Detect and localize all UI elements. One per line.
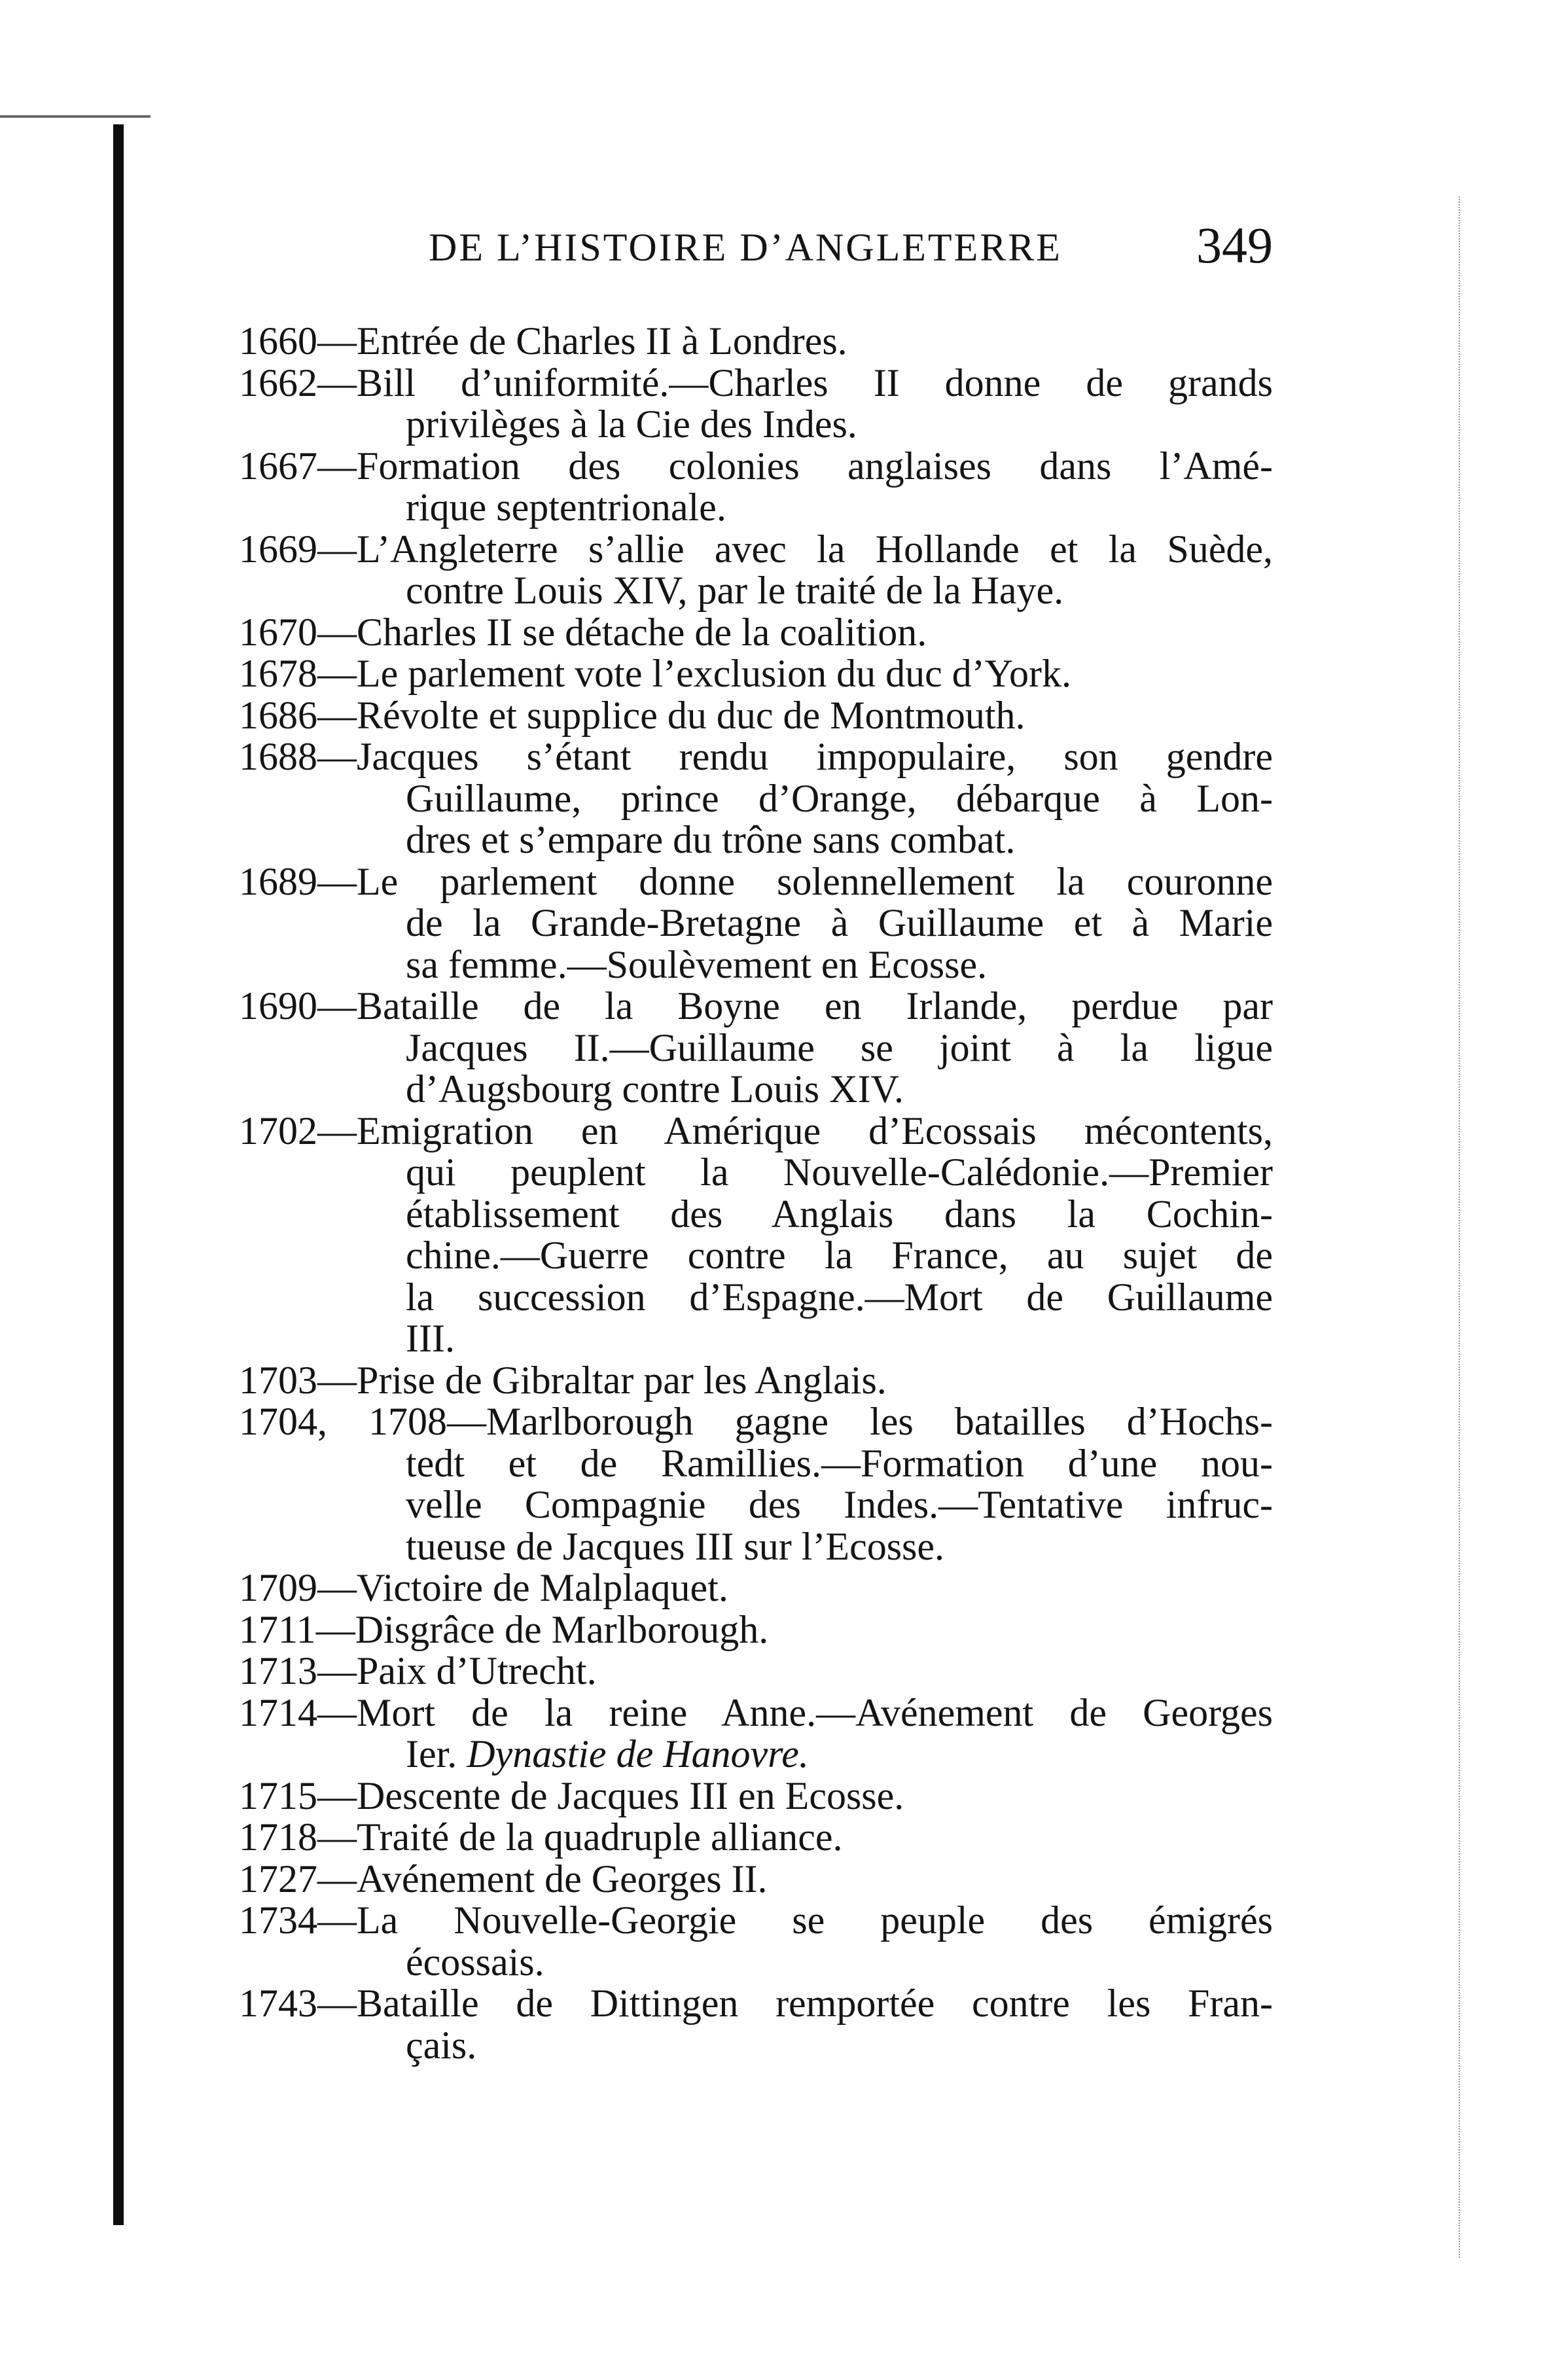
binding-edge [113, 124, 124, 2225]
entry-line: contre Louis XIV, par le traité de la Haye. [406, 569, 1064, 612]
entry-line: 1689—Le parlement donne solennellement la couronne [239, 859, 1273, 903]
entry-line: 1686—Révolte et supplice du duc de Montmouth. [239, 693, 1025, 737]
entry-line: 1703—Prise de Gibraltar par les Anglais. [239, 1358, 887, 1402]
page-number: 349 [1196, 217, 1273, 274]
entry-line: 1660—Entrée de Charles II à Londres. [239, 319, 847, 363]
entry-line: écossais. [406, 1940, 544, 1984]
chronology-entry [239, 1401, 1273, 1567]
chronology-entry [239, 612, 1273, 654]
entry-line: 1670—Charles II se détache de la coalition. [239, 610, 927, 654]
entry-line: établissement des Anglais dans la Cochin- [406, 1192, 1273, 1236]
chronology-entry [239, 363, 1273, 446]
chronology-entry [239, 695, 1273, 737]
entry-line: dres et s’empare du trône sans combat. [406, 818, 1016, 861]
entry-line: de la Grande-Bretagne à Guillaume et à Marie [406, 901, 1273, 944]
chronology-entry [239, 1817, 1273, 1859]
entry-line: velle Compagnie des Indes.—Tentative infruc- [406, 1483, 1273, 1526]
chronology-entry [239, 1111, 1273, 1360]
entry-line: 1715—Descente de Jacques III en Ecosse. [239, 1774, 904, 1817]
chronology-entry [239, 1859, 1273, 1901]
entry-line: 1704, 1708—Marlborough gagne les batailles d’Hochs- [239, 1400, 1273, 1443]
entry-line: 1678—Le parlement vote l’exclusion du duc d’York. [239, 652, 1071, 695]
entry-line: 1711—Disgrâce de Marlborough. [239, 1607, 769, 1651]
entry-line: Jacques II.—Guillaume se joint à la ligue [406, 1026, 1273, 1069]
chronology-entry [239, 1692, 1273, 1776]
chronology-entry [239, 446, 1273, 529]
entry-line: 1713—Paix d’Utrecht. [239, 1649, 597, 1692]
entry-line: la succession d’Espagne.—Mort de Guillaume [406, 1275, 1273, 1319]
entry-line: 1688—Jacques s’étant rendu impopulaire, son gendre [239, 735, 1273, 778]
chronology-entry [239, 1651, 1273, 1692]
chronology-entry [239, 736, 1273, 861]
entry-line: 1727—Avénement de Georges II. [239, 1857, 768, 1901]
entry-line: 1667—Formation des colonies anglaises dans l’Amé- [239, 444, 1273, 488]
page-header [429, 216, 1273, 281]
chronology-entry [239, 861, 1273, 986]
entry-line: 1702—Emigration en Amérique d’Ecossais mécontents, [239, 1109, 1273, 1152]
chronology-entry [239, 529, 1273, 612]
entry-line: tueuse de Jacques III sur l’Ecosse. [406, 1524, 945, 1568]
chronology-entry [239, 653, 1273, 695]
entry-line: 1669—L’Angleterre s’allie avec la Hollande et la Suède, [239, 527, 1273, 571]
entry-line: privilèges à la Cie des Indes. [406, 402, 857, 446]
dynasty-italic: Dynastie de Hanovre. [467, 1732, 809, 1776]
entry-line: 1690—Bataille de la Boyne en Irlande, perdue par [239, 984, 1273, 1027]
entry-line: 1714—Mort de la reine Anne.—Avénement de Georges [239, 1690, 1273, 1734]
scan-top-rule [0, 115, 151, 118]
entry-line-with-italic [239, 1734, 1273, 1776]
chronology-entry [239, 1983, 1273, 2066]
chronology-entry [239, 321, 1273, 363]
entry-line: 1662—Bill d’uniformité.—Charles II donne de grands [239, 361, 1273, 404]
chronology-entry [239, 1360, 1273, 1402]
entry-line: d’Augsbourg contre Louis XIV. [406, 1067, 904, 1111]
entry-line: rique septentrionale. [406, 486, 726, 529]
entry-text: Ier. [406, 1732, 457, 1776]
entry-line: tedt et de Ramillies.—Formation d’une nou- [406, 1441, 1273, 1485]
chronology-entry [239, 986, 1273, 1111]
entry-line: 1734—La Nouvelle-Georgie se peuple des émigrés [239, 1899, 1273, 1942]
entry-line: chine.—Guerre contre la France, au sujet de [406, 1234, 1273, 1277]
chronology-entry [239, 1776, 1273, 1817]
entry-line: qui peuplent la Nouvelle-Calédonie.—Premier [406, 1151, 1273, 1194]
chronology-entry [239, 1900, 1273, 1983]
entry-line: 1718—Traité de la quadruple alliance. [239, 1815, 843, 1859]
chronology-list [239, 321, 1273, 2066]
entry-line: 1743—Bataille de Dittingen remportée contre les Fran- [239, 1982, 1273, 2025]
scan-right-edge [1457, 196, 1460, 2258]
entry-line: çais. [406, 2023, 477, 2067]
running-title: DE L’HISTOIRE D’ANGLETERRE [429, 226, 1062, 269]
entry-line: sa femme.—Soulèvement en Ecosse. [406, 942, 988, 986]
chronology-entry [239, 1567, 1273, 1609]
entry-line: 1709—Victoire de Malplaquet. [239, 1566, 728, 1609]
chronology-entry [239, 1609, 1273, 1651]
entry-line: III. [406, 1317, 455, 1360]
entry-line: Guillaume, prince d’Orange, débarque à Lon- [406, 776, 1273, 820]
